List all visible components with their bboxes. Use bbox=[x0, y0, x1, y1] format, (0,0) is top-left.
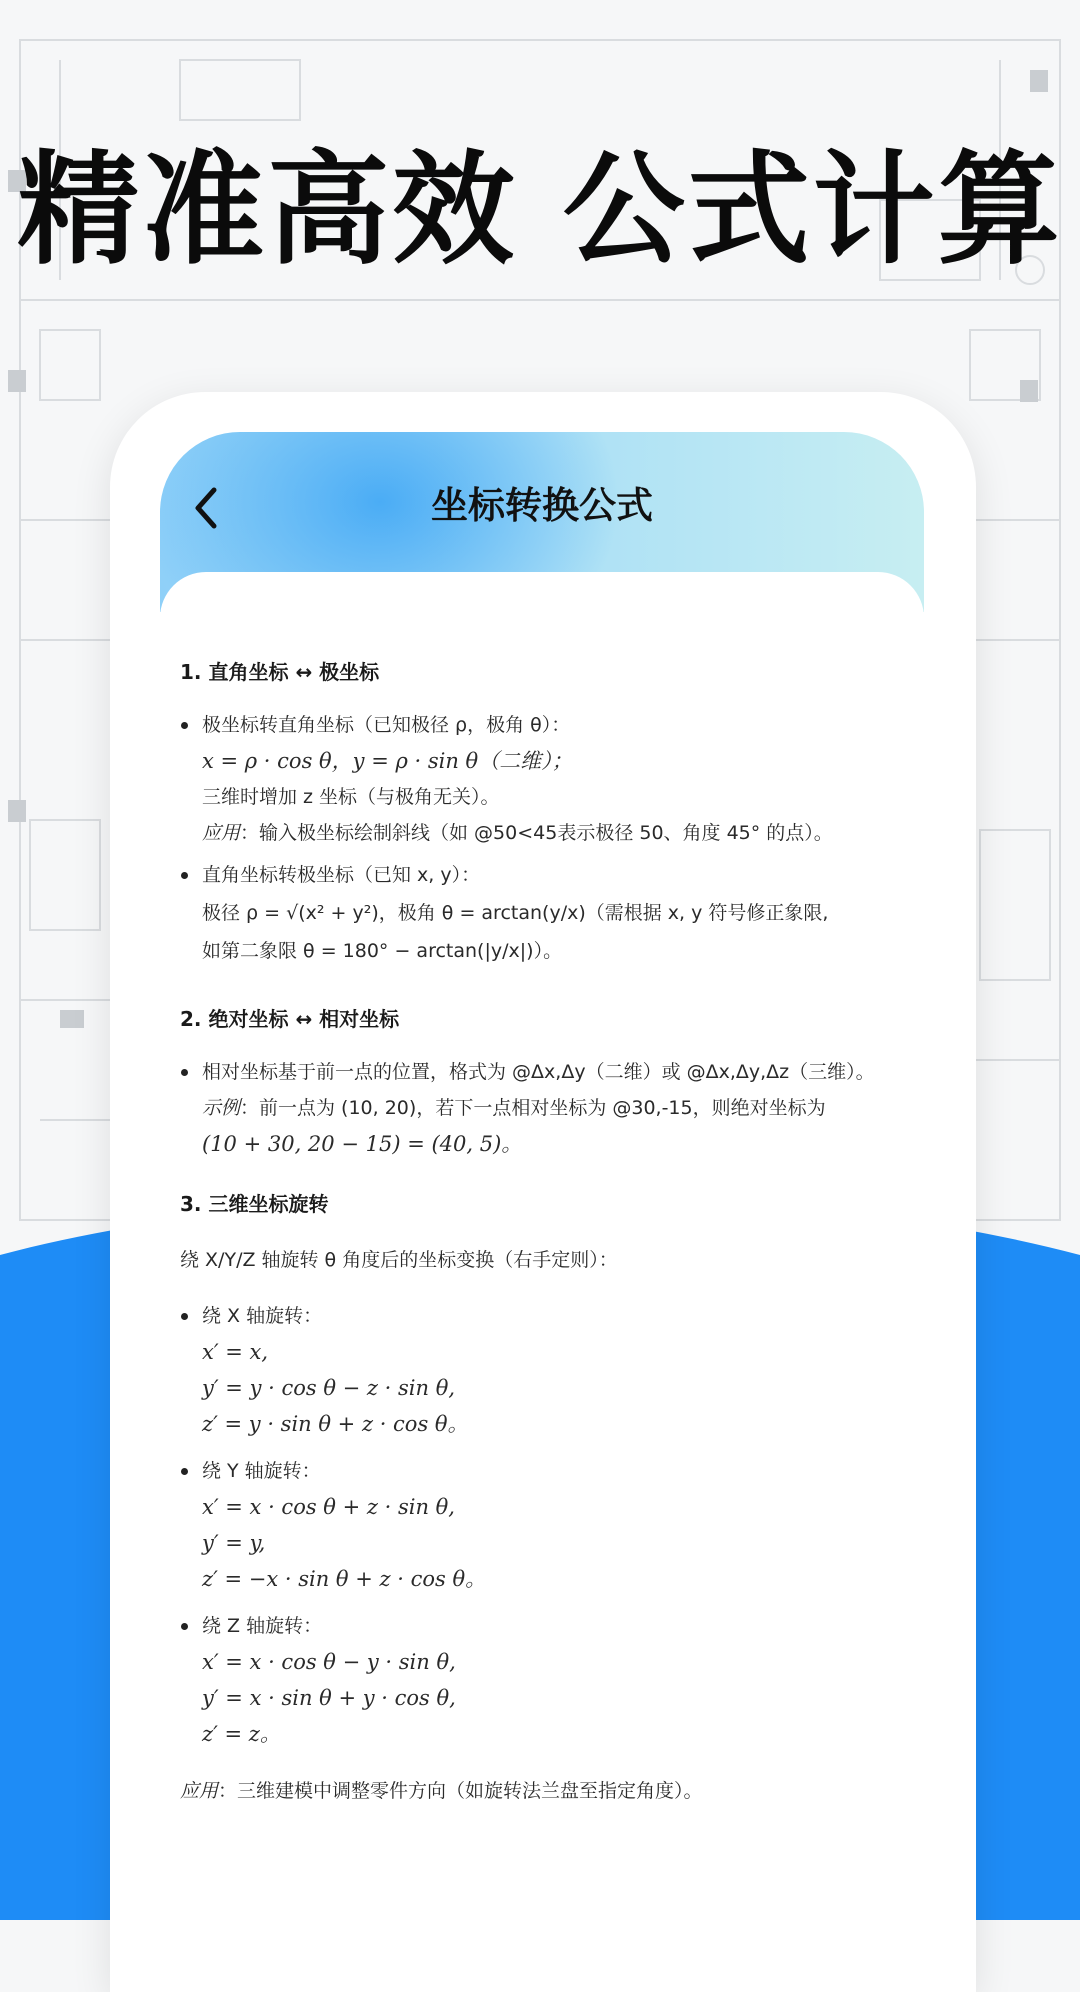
formula-line: 极径 ρ = √(x² + y²)，极角 θ = arctan(y/x)（需根据 x, y 符号修正象限, bbox=[202, 902, 829, 924]
label: 应用 bbox=[180, 1780, 219, 1802]
formula-line: x′ = x · cos θ − y · sin θ, bbox=[202, 1650, 456, 1674]
list-item-title: 直角坐标转极坐标（已知 x, y）： bbox=[202, 864, 481, 886]
formula-line: z′ = z。 bbox=[202, 1722, 281, 1746]
label: 示例 bbox=[202, 1097, 241, 1119]
text-line: 三维时增加 z 坐标（与极角无关）。 bbox=[202, 786, 500, 808]
list-item-title: 绕 Z 轴旋转： bbox=[202, 1615, 323, 1637]
application-line bbox=[202, 817, 833, 849]
list-item-title: 绕 X 轴旋转： bbox=[202, 1305, 323, 1327]
formula-line: 如第二象限 θ = 180° − arctan(|y/x|)）。 bbox=[202, 940, 563, 962]
formula-line: x′ = x, bbox=[202, 1340, 269, 1364]
formula-line: y′ = y · cos θ − z · sin θ, bbox=[202, 1376, 456, 1400]
text: ：前一点为 (10, 20)，若下一点相对坐标为 @30,-15，则绝对坐标为 bbox=[240, 1097, 826, 1119]
formula-line: z′ = y · sin θ + z · cos θ。 bbox=[202, 1412, 469, 1436]
label: 应用 bbox=[202, 822, 241, 844]
page-title: 坐标转换公式 bbox=[431, 484, 653, 527]
formula-document bbox=[160, 572, 924, 1920]
text: ：输入极坐标绘制斜线（如 @50<45表示极径 50、角度 45° 的点）。 bbox=[240, 822, 833, 844]
bullet bbox=[181, 1069, 188, 1076]
bullet bbox=[181, 1468, 188, 1475]
formula-line: z′ = −x · sin θ + z · cos θ。 bbox=[202, 1567, 487, 1591]
text: ：三维建模中调整零件方向（如旋转法兰盘至指定角度）。 bbox=[218, 1780, 703, 1802]
formula-line: (10 + 30, 20 − 15) = (40, 5)。 bbox=[202, 1132, 523, 1156]
headline: 精准高效 公式计算 bbox=[17, 139, 1063, 281]
bullet bbox=[181, 1623, 188, 1630]
formula-line: x = ρ · cos θ，y = ρ · sin θ（二维）； bbox=[202, 749, 573, 773]
formula-line: x′ = x · cos θ + z · sin θ, bbox=[202, 1495, 455, 1519]
intro-line: 绕 X/Y/Z 轴旋转 θ 角度后的坐标变换（右手定则）： bbox=[180, 1249, 618, 1271]
section-heading-1: 1. 直角坐标 ↔ 极坐标 bbox=[180, 660, 380, 684]
list-item-title: 相对坐标基于前一点的位置，格式为 @Δx,Δy（二维）或 @Δx,Δy,Δz（三维）。 bbox=[202, 1061, 875, 1083]
bullet bbox=[181, 872, 188, 879]
list-item-title: 极坐标转直角坐标（已知极径 ρ，极角 θ）： bbox=[202, 714, 571, 736]
list-item-title: 绕 Y 轴旋转： bbox=[202, 1460, 321, 1482]
app-screen bbox=[160, 432, 924, 1920]
bullet bbox=[181, 722, 188, 729]
application-line bbox=[180, 1775, 703, 1807]
example-line bbox=[202, 1092, 826, 1124]
section-heading-3: 3. 三维坐标旋转 bbox=[180, 1192, 329, 1216]
formula-line: y′ = y, bbox=[202, 1531, 266, 1555]
bullet bbox=[181, 1313, 188, 1320]
formula-line: y′ = x · sin θ + y · cos θ, bbox=[202, 1686, 456, 1710]
section-heading-2: 2. 绝对坐标 ↔ 相对坐标 bbox=[180, 1007, 400, 1031]
